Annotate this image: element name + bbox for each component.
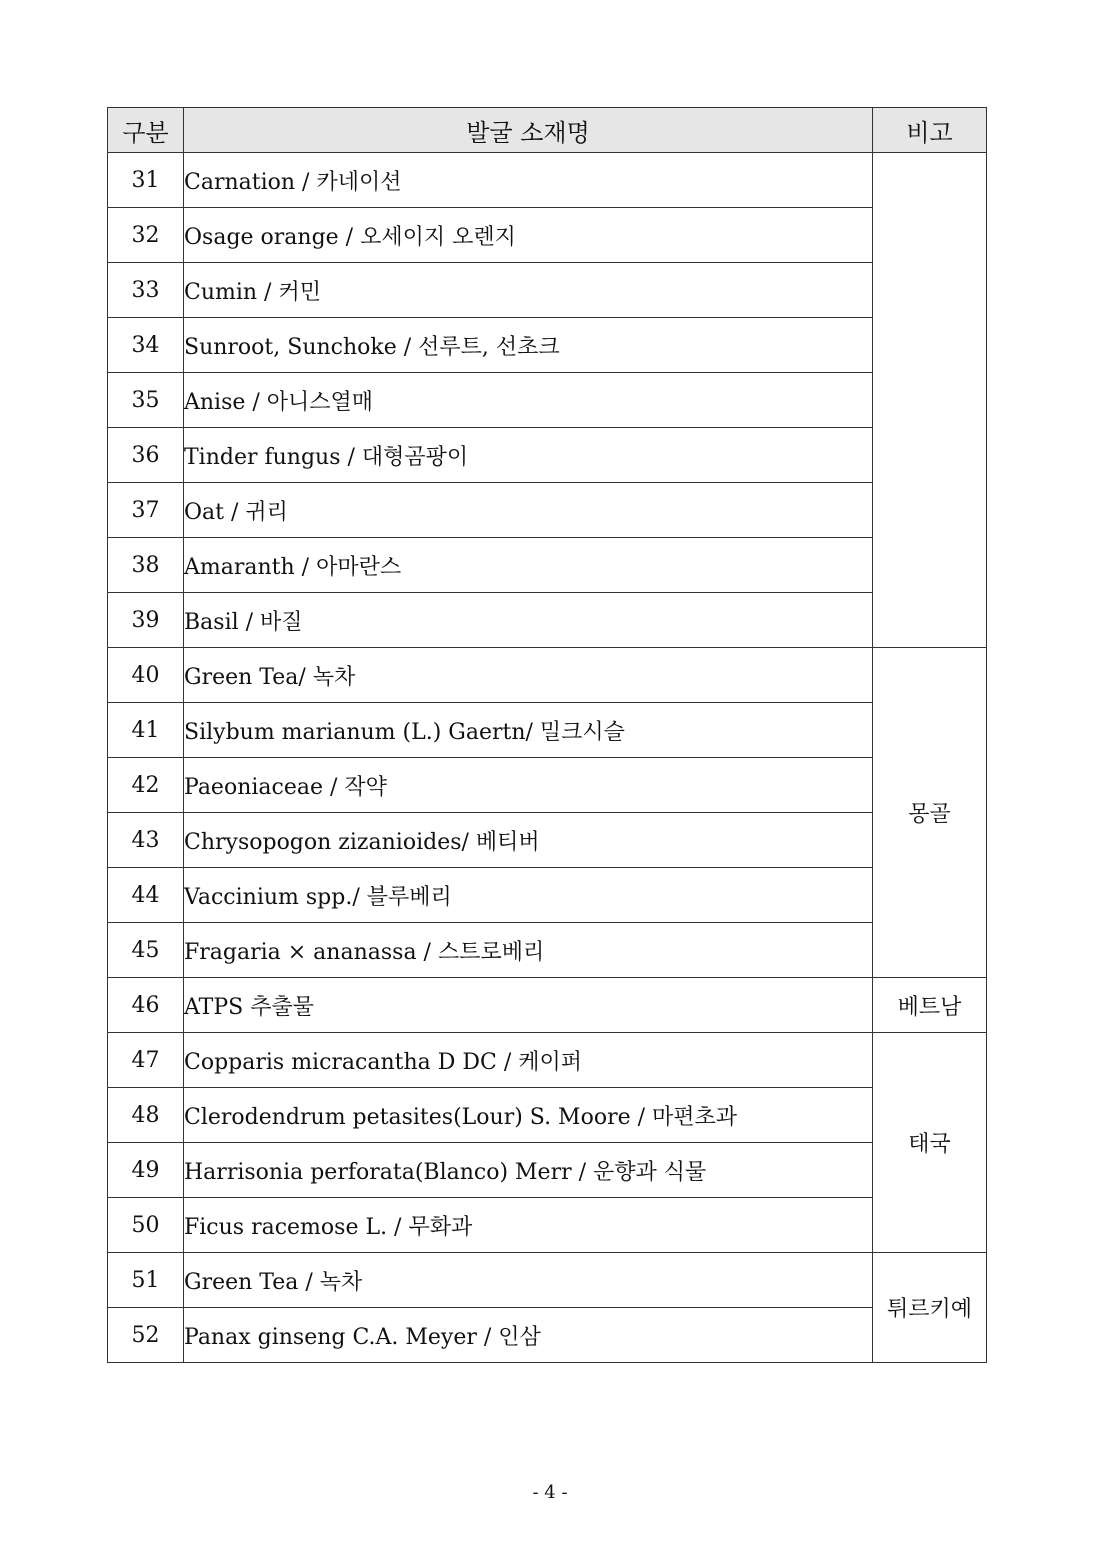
row-number: 31: [108, 153, 184, 208]
row-number: 44: [108, 868, 184, 923]
row-number: 39: [108, 593, 184, 648]
material-name: Osage orange / 오세이지 오렌지: [184, 208, 873, 263]
remarks-thailand: 태국: [873, 1033, 987, 1253]
material-name: Oat / 귀리: [184, 483, 873, 538]
page-number: - 4 -: [532, 1482, 568, 1503]
table-row: [108, 428, 987, 483]
row-number: 48: [108, 1088, 184, 1143]
material-name: Tinder fungus / 대형곰팡이: [184, 428, 873, 483]
table-row: [108, 923, 987, 978]
material-name: Basil / 바질: [184, 593, 873, 648]
row-number: 42: [108, 758, 184, 813]
material-name: Cumin / 커민: [184, 263, 873, 318]
material-name: Green Tea/ 녹차: [184, 648, 873, 703]
material-name: Silybum marianum (L.) Gaertn/ 밀크시슬: [184, 703, 873, 758]
table-row: [108, 1088, 987, 1143]
table-row: [108, 208, 987, 263]
table-row: [108, 648, 987, 703]
table-row: [108, 978, 987, 1033]
table-row: [108, 538, 987, 593]
table-row: [108, 263, 987, 318]
material-name: Carnation / 카네이션: [184, 153, 873, 208]
row-number: 41: [108, 703, 184, 758]
row-number: 46: [108, 978, 184, 1033]
table-row: [108, 813, 987, 868]
table-row: [108, 703, 987, 758]
table-row: [108, 758, 987, 813]
row-number: 38: [108, 538, 184, 593]
row-number: 45: [108, 923, 184, 978]
material-name: ATPS 추출물: [184, 978, 873, 1033]
header-remarks: 비고: [873, 108, 987, 153]
remarks-mongolia: 몽골: [873, 648, 987, 978]
table-row: [108, 1143, 987, 1198]
row-number: 37: [108, 483, 184, 538]
row-number: 51: [108, 1253, 184, 1308]
table-row: [108, 1253, 987, 1308]
remarks-vietnam: 베트남: [873, 978, 987, 1033]
material-name: Copparis micracantha D DC / 케이퍼: [184, 1033, 873, 1088]
row-number: 43: [108, 813, 184, 868]
remarks-cell: [873, 153, 987, 648]
row-number: 33: [108, 263, 184, 318]
row-number: 36: [108, 428, 184, 483]
table-row: [108, 483, 987, 538]
table-row: [108, 1033, 987, 1088]
material-name: Clerodendrum petasites(Lour) S. Moore / 마편초과: [184, 1088, 873, 1143]
table-row: [108, 153, 987, 208]
row-number: 34: [108, 318, 184, 373]
table-row: [108, 1308, 987, 1363]
row-number: 49: [108, 1143, 184, 1198]
header-material-name: 발굴 소재명: [184, 108, 873, 153]
row-number: 32: [108, 208, 184, 263]
table-row: [108, 318, 987, 373]
remarks-turkiye: 튀르키예: [873, 1253, 987, 1363]
row-number: 52: [108, 1308, 184, 1363]
material-name: Ficus racemose L. / 무화과: [184, 1198, 873, 1253]
table-row: [108, 373, 987, 428]
material-name: Sunroot, Sunchoke / 선루트, 선초크: [184, 318, 873, 373]
material-name: Paeoniaceae / 작약: [184, 758, 873, 813]
materials-table: [107, 107, 987, 1363]
material-name: Panax ginseng C.A. Meyer / 인삼: [184, 1308, 873, 1363]
table-header-row: [108, 108, 987, 153]
table-row: [108, 1198, 987, 1253]
material-name: Amaranth / 아마란스: [184, 538, 873, 593]
header-category: 구분: [108, 108, 184, 153]
table-row: [108, 868, 987, 923]
material-name: Green Tea / 녹차: [184, 1253, 873, 1308]
row-number: 35: [108, 373, 184, 428]
row-number: 50: [108, 1198, 184, 1253]
material-name: Vaccinium spp./ 블루베리: [184, 868, 873, 923]
table-row: [108, 593, 987, 648]
row-number: 47: [108, 1033, 184, 1088]
material-name: Anise / 아니스열매: [184, 373, 873, 428]
material-name: Chrysopogon zizanioides/ 베티버: [184, 813, 873, 868]
material-name: Harrisonia perforata(Blanco) Merr / 운향과 식물: [184, 1143, 873, 1198]
material-name: Fragaria × ananassa / 스트로베리: [184, 923, 873, 978]
row-number: 40: [108, 648, 184, 703]
